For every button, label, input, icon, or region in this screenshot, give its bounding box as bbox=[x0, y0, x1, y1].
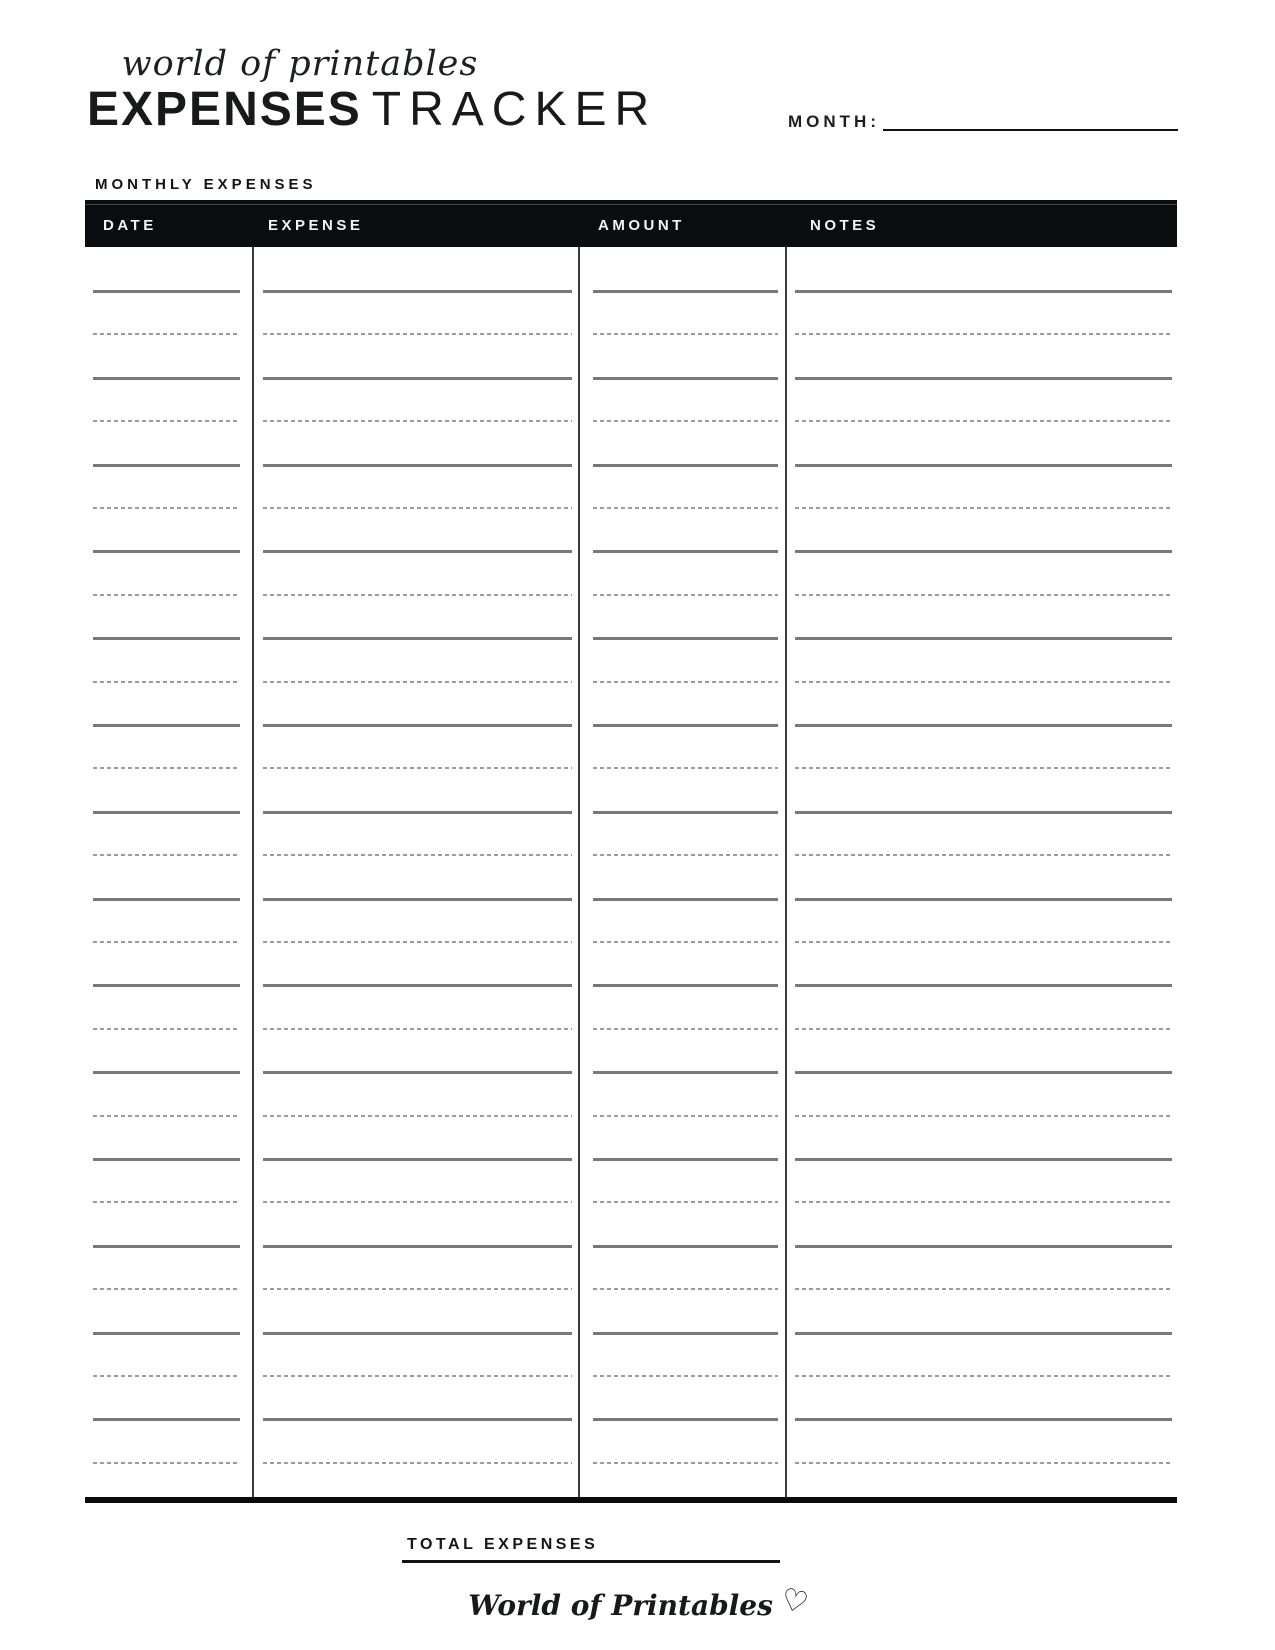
entry-line-dashed bbox=[263, 507, 572, 509]
entry-line-dashed bbox=[93, 1462, 240, 1464]
entry-line-solid bbox=[795, 898, 1172, 901]
entry-line-solid bbox=[593, 290, 778, 293]
entry-line-solid bbox=[263, 464, 572, 467]
entry-line-dashed bbox=[263, 941, 572, 943]
entry-line-dashed bbox=[795, 854, 1172, 856]
entry-line-dashed bbox=[795, 681, 1172, 683]
entry-line-solid bbox=[263, 1158, 572, 1161]
entry-line-solid bbox=[93, 1418, 240, 1421]
entry-line-dashed bbox=[593, 1288, 778, 1290]
entry-line-dashed bbox=[795, 1462, 1172, 1464]
entry-line-solid bbox=[593, 464, 778, 467]
entry-line-dashed bbox=[263, 767, 572, 769]
entry-line-solid bbox=[263, 724, 572, 727]
entry-line-solid bbox=[263, 811, 572, 814]
entry-line-solid bbox=[593, 637, 778, 640]
entry-line-dashed bbox=[93, 594, 240, 596]
entry-line-solid bbox=[593, 1158, 778, 1161]
table-body bbox=[85, 200, 1177, 1503]
entry-line-dashed bbox=[263, 1115, 572, 1117]
entry-line-solid bbox=[263, 1245, 572, 1248]
heart-icon: ♡ bbox=[777, 1581, 812, 1622]
brand-script-text: world of printables bbox=[121, 44, 479, 84]
page-title-light: TRACKER bbox=[371, 83, 658, 136]
entry-line-dashed bbox=[263, 1288, 572, 1290]
entry-line-dashed bbox=[93, 333, 240, 335]
entry-line-solid bbox=[263, 1418, 572, 1421]
entry-line-solid bbox=[593, 984, 778, 987]
entry-line-dashed bbox=[593, 420, 778, 422]
entry-line-solid bbox=[263, 1332, 572, 1335]
entry-line-solid bbox=[795, 1245, 1172, 1248]
entry-line-solid bbox=[263, 550, 572, 553]
entry-line-solid bbox=[795, 1418, 1172, 1421]
entry-line-dashed bbox=[93, 1288, 240, 1290]
entry-line-solid bbox=[795, 464, 1172, 467]
entry-line-dashed bbox=[795, 1115, 1172, 1117]
entry-line-dashed bbox=[593, 767, 778, 769]
entry-line-solid bbox=[263, 1071, 572, 1074]
entry-line-solid bbox=[795, 1071, 1172, 1074]
column-divider bbox=[785, 247, 787, 1503]
footer-logo bbox=[0, 1581, 1275, 1623]
entry-line-solid bbox=[93, 984, 240, 987]
entry-line-dashed bbox=[593, 1375, 778, 1377]
entry-line-solid bbox=[795, 724, 1172, 727]
entry-line-solid bbox=[93, 1158, 240, 1161]
entry-line-dashed bbox=[795, 941, 1172, 943]
entry-line-dashed bbox=[93, 1201, 240, 1203]
entry-line-solid bbox=[263, 984, 572, 987]
entry-line-dashed bbox=[593, 1028, 778, 1030]
entry-line-dashed bbox=[263, 1028, 572, 1030]
entry-line-dashed bbox=[795, 1028, 1172, 1030]
entry-line-dashed bbox=[795, 333, 1172, 335]
entry-line-solid bbox=[593, 1245, 778, 1248]
entry-line-solid bbox=[593, 898, 778, 901]
entry-line-solid bbox=[593, 1418, 778, 1421]
entry-line-dashed bbox=[795, 1288, 1172, 1290]
entry-line-dashed bbox=[263, 1375, 572, 1377]
entry-line-solid bbox=[795, 290, 1172, 293]
column-header-date: DATE bbox=[103, 216, 157, 234]
column-header-expense: EXPENSE bbox=[268, 216, 364, 234]
entry-line-solid bbox=[263, 637, 572, 640]
table-bottom-border bbox=[85, 1497, 1177, 1503]
entry-line-dashed bbox=[93, 681, 240, 683]
entry-line-dashed bbox=[593, 1201, 778, 1203]
entry-line-solid bbox=[795, 637, 1172, 640]
entry-line-dashed bbox=[795, 767, 1172, 769]
entry-line-dashed bbox=[263, 1462, 572, 1464]
entry-line-dashed bbox=[593, 681, 778, 683]
entry-line-solid bbox=[93, 898, 240, 901]
entry-line-solid bbox=[93, 464, 240, 467]
entry-line-solid bbox=[593, 550, 778, 553]
entry-line-dashed bbox=[93, 1028, 240, 1030]
entry-line-dashed bbox=[593, 854, 778, 856]
entry-line-dashed bbox=[263, 420, 572, 422]
entry-line-dashed bbox=[93, 854, 240, 856]
entry-line-dashed bbox=[795, 594, 1172, 596]
entry-line-solid bbox=[93, 637, 240, 640]
entry-line-solid bbox=[93, 1332, 240, 1335]
entry-line-solid bbox=[93, 290, 240, 293]
entry-line-dashed bbox=[795, 1201, 1172, 1203]
entry-line-dashed bbox=[93, 1115, 240, 1117]
entry-line-dashed bbox=[93, 420, 240, 422]
entry-line-solid bbox=[795, 1158, 1172, 1161]
entry-line-dashed bbox=[593, 941, 778, 943]
entry-line-solid bbox=[93, 377, 240, 380]
entry-line-dashed bbox=[263, 1201, 572, 1203]
page-title bbox=[87, 84, 657, 136]
entry-line-solid bbox=[93, 1071, 240, 1074]
column-header-notes: NOTES bbox=[810, 216, 880, 234]
entry-line-dashed bbox=[263, 594, 572, 596]
entry-line-solid bbox=[593, 811, 778, 814]
entry-line-dashed bbox=[795, 420, 1172, 422]
total-expenses-line bbox=[402, 1560, 780, 1563]
entry-line-solid bbox=[93, 724, 240, 727]
section-label: MONTHLY EXPENSES bbox=[95, 176, 317, 193]
entry-line-solid bbox=[593, 377, 778, 380]
entry-line-dashed bbox=[795, 1375, 1172, 1377]
entry-line-solid bbox=[795, 550, 1172, 553]
entry-line-solid bbox=[593, 724, 778, 727]
entry-line-solid bbox=[795, 377, 1172, 380]
table-header-bar bbox=[85, 200, 1177, 247]
month-label: MONTH: bbox=[788, 112, 880, 131]
month-input-line bbox=[883, 129, 1178, 131]
entry-line-solid bbox=[593, 1071, 778, 1074]
entry-line-dashed bbox=[263, 333, 572, 335]
entry-line-dashed bbox=[93, 767, 240, 769]
entry-line-solid bbox=[93, 811, 240, 814]
column-divider bbox=[578, 247, 580, 1503]
entry-line-solid bbox=[93, 1245, 240, 1248]
entry-line-dashed bbox=[593, 594, 778, 596]
entry-line-solid bbox=[263, 377, 572, 380]
entry-line-solid bbox=[795, 811, 1172, 814]
entry-line-solid bbox=[263, 290, 572, 293]
entry-line-dashed bbox=[93, 941, 240, 943]
footer-logo-text: World of Printables bbox=[468, 1589, 773, 1622]
entry-line-dashed bbox=[593, 333, 778, 335]
page-title-bold: EXPENSES bbox=[87, 83, 362, 136]
column-divider bbox=[252, 247, 254, 1503]
entry-line-dashed bbox=[93, 1375, 240, 1377]
entry-line-dashed bbox=[795, 507, 1172, 509]
entry-line-dashed bbox=[263, 854, 572, 856]
entry-line-dashed bbox=[263, 681, 572, 683]
total-expenses-label: TOTAL EXPENSES bbox=[407, 1536, 599, 1553]
entry-line-dashed bbox=[593, 507, 778, 509]
entry-line-dashed bbox=[593, 1115, 778, 1117]
entry-line-solid bbox=[263, 898, 572, 901]
entry-line-dashed bbox=[593, 1462, 778, 1464]
entry-line-solid bbox=[795, 984, 1172, 987]
entry-line-solid bbox=[593, 1332, 778, 1335]
entry-line-dashed bbox=[93, 507, 240, 509]
entry-line-solid bbox=[93, 550, 240, 553]
column-header-amount: AMOUNT bbox=[598, 216, 685, 234]
entry-line-solid bbox=[795, 1332, 1172, 1335]
